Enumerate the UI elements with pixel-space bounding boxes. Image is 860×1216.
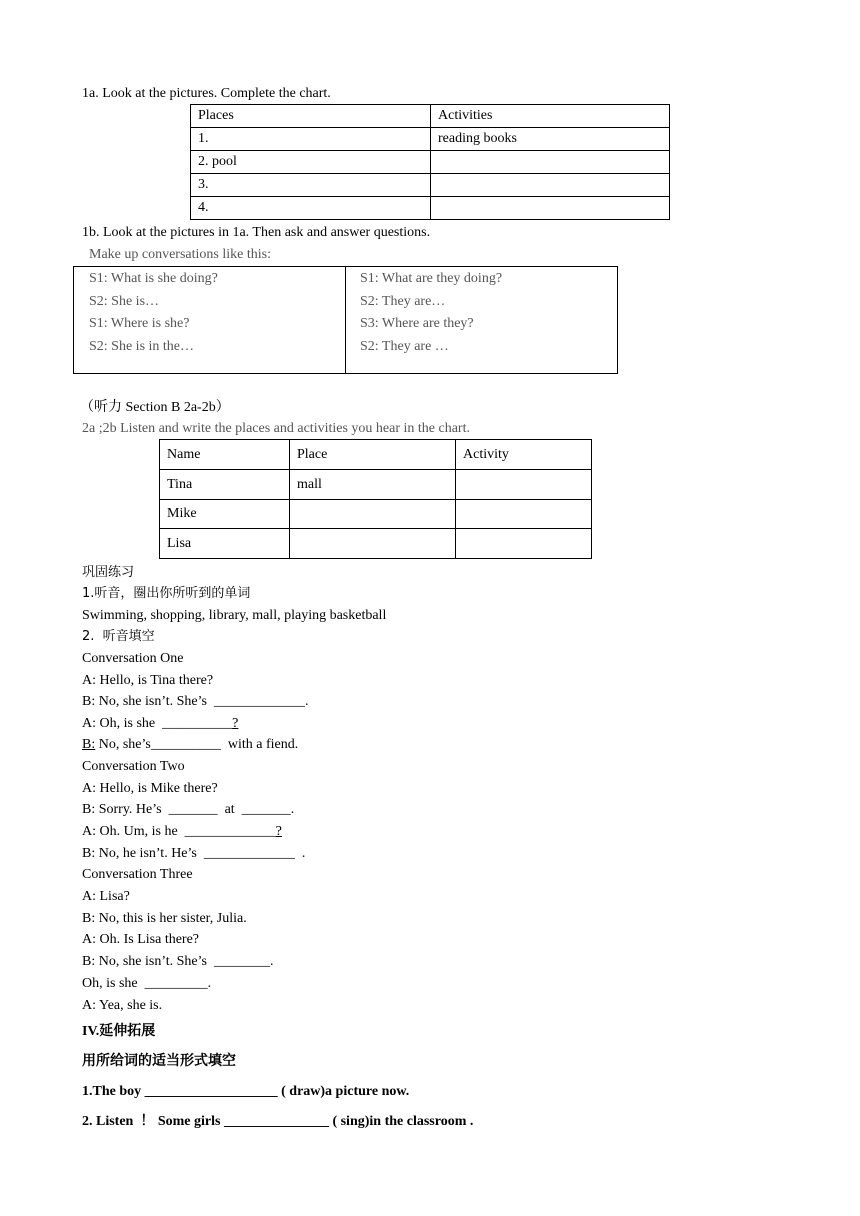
instruction-1b: 1b. Look at the pictures in 1a. Then ask and answer questions. [82, 225, 431, 240]
table-header-places: Places [191, 105, 431, 128]
dialogue-text: A: Oh, is she __________ [82, 716, 233, 731]
table-cell: 2. pool [191, 151, 431, 174]
conversation-line: S1: What are they doing? [360, 271, 503, 286]
conversation-right [360, 267, 502, 373]
task-1: 1.听音，圈出你所听到的单词 [82, 586, 251, 601]
table-cell [431, 151, 670, 174]
instruction-2a: 2a ;2b Listen and write the places and activities you hear in the chart. [82, 421, 470, 436]
dialogue-text: No, she’s__________ with a fiend. [95, 737, 299, 752]
table-cell: reading books [431, 128, 670, 151]
table-cell: mall [290, 470, 456, 500]
dialogue-line [82, 823, 282, 841]
instruction-1a: 1a. Look at the pictures. Complete the chart. [82, 86, 331, 101]
conversation-box [73, 266, 618, 374]
conversation-line: S2: She is in the… [89, 338, 195, 354]
practice-heading: 巩固练习 [82, 565, 135, 580]
question-mark: ? [275, 824, 282, 839]
table-cell: 4. [191, 197, 431, 220]
dialogue-line: B: Sorry. He’s _______ at _______. [82, 802, 295, 817]
dialogue-line: A: Oh. Is Lisa there? [82, 932, 200, 947]
table-cell [456, 529, 592, 559]
exercise-question-2: 2. Listen ！ Some girls _______________ ( sing)in the classroom . [82, 1114, 474, 1129]
conversation-line: S1: What is she doing? [89, 271, 218, 286]
dialogue-line: A: Yea, she is. [82, 998, 163, 1013]
extension-instruction: 用所给词的适当形式填空 [82, 1054, 236, 1069]
dialogue-line: B: No, this is her sister, Julia. [82, 911, 247, 926]
dialogue-text: A: Oh. Um, is he _____________ [82, 824, 276, 839]
extension-heading: IV.延伸拓展 [82, 1024, 156, 1039]
conversation-one-title: Conversation One [82, 651, 184, 666]
conversation-line: S2: They are… [360, 293, 446, 309]
dialogue-line [82, 715, 238, 733]
table-cell: Mike [160, 500, 290, 529]
exercise-question-1: 1.The boy ___________________ ( draw)a picture now. [82, 1084, 410, 1099]
word-list: Swimming, shopping, library, mall, playing basketball [82, 608, 387, 623]
table-cell: 1. [191, 128, 431, 151]
divider [345, 267, 346, 373]
table-cell [456, 500, 592, 529]
dialogue-line: B: No, she isn’t. She’s ________. [82, 954, 274, 969]
sub-instruction-1b: Make up conversations like this: [89, 247, 271, 262]
dialogue-line: A: Lisa? [82, 889, 130, 904]
table-cell: 3. [191, 174, 431, 197]
table-header-activities: Activities [431, 105, 670, 128]
question-mark: ? [232, 716, 239, 731]
dialogue-line: B: No, she isn’t. She’s _____________. [82, 694, 309, 709]
speaker-label: B: [82, 737, 96, 752]
table-cell [290, 529, 456, 559]
table-1a [190, 104, 670, 220]
table-cell [431, 174, 670, 197]
conversation-two-title: Conversation Two [82, 759, 185, 774]
conversation-three-title: Conversation Three [82, 867, 193, 882]
dialogue-line: A: Hello, is Tina there? [82, 673, 214, 688]
table-cell [290, 500, 456, 529]
table-header-place: Place [290, 440, 456, 470]
conversation-line: S3: Where are they? [360, 316, 474, 331]
conversation-left [89, 267, 218, 373]
conversation-line: S1: Where is she? [89, 316, 190, 331]
table-header-name: Name [160, 440, 290, 470]
dialogue-line [82, 736, 298, 754]
table-cell [456, 470, 592, 500]
section-heading-listening: （听力 Section B 2a-2b） [80, 400, 230, 415]
dialogue-line: A: Hello, is Mike there? [82, 781, 218, 796]
table-cell: Tina [160, 470, 290, 500]
conversation-line: S2: She is… [89, 293, 160, 309]
table-2a [159, 439, 592, 559]
dialogue-line: Oh, is she _________. [82, 976, 212, 991]
table-header-activity: Activity [456, 440, 592, 470]
table-cell: Lisa [160, 529, 290, 559]
dialogue-line: B: No, he isn’t. He’s _____________ . [82, 846, 306, 861]
task-2: 2. 听音填空 [82, 629, 155, 644]
conversation-line: S2: They are … [360, 338, 449, 354]
table-cell [431, 197, 670, 220]
